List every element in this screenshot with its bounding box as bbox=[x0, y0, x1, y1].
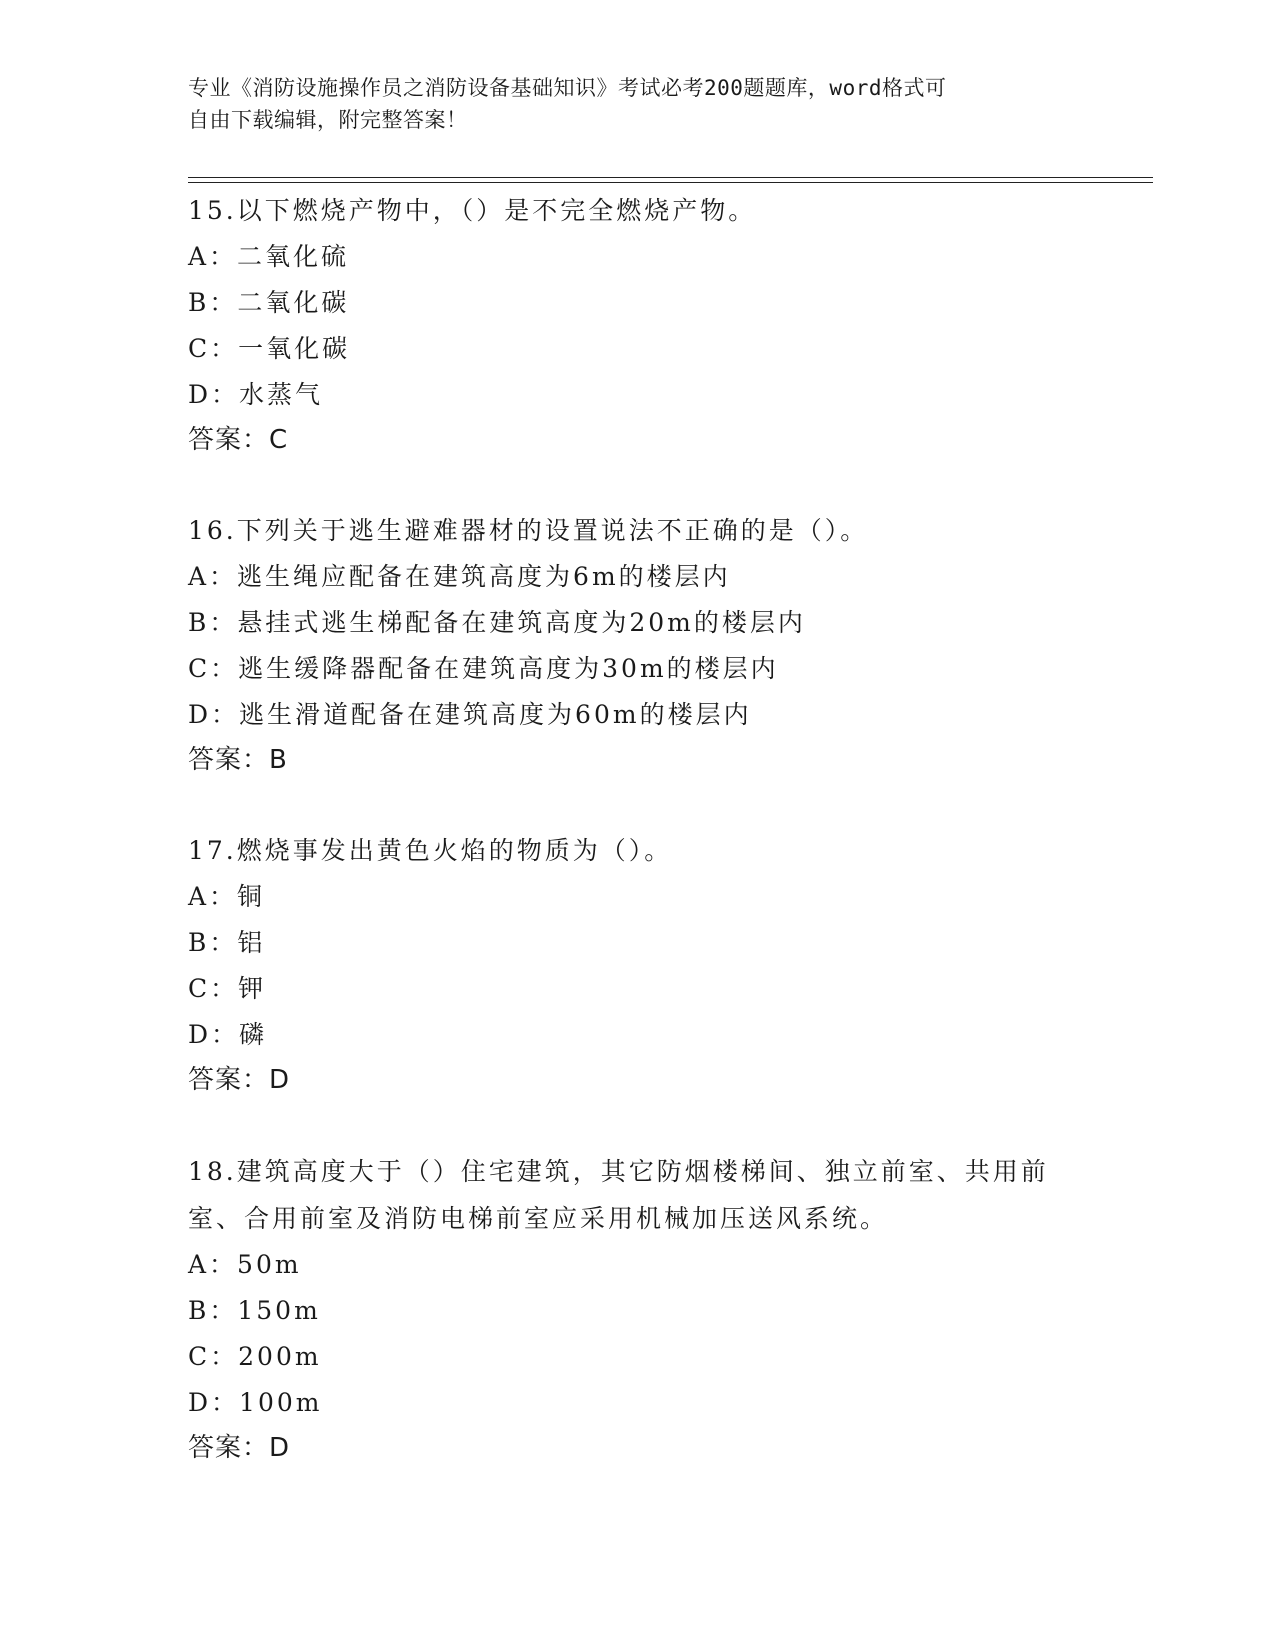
option-b: B：悬挂式逃生梯配备在建筑高度为20m的楼层内 bbox=[188, 608, 806, 637]
option-c: C：钾 bbox=[188, 974, 267, 1003]
answer: 答案：C bbox=[188, 425, 289, 455]
option-b: B：铝 bbox=[188, 928, 266, 957]
option-a: A：二氧化硫 bbox=[188, 242, 350, 271]
question-17 bbox=[188, 828, 1088, 1102]
option-a: A：逃生绳应配备在建筑高度为6m的楼层内 bbox=[188, 562, 731, 591]
question-list bbox=[188, 188, 1088, 1516]
document-header bbox=[188, 72, 1088, 136]
option-a: A：铜 bbox=[188, 882, 266, 911]
option-d: D：100m bbox=[188, 1388, 323, 1417]
header-divider-bottom bbox=[188, 182, 1153, 183]
option-b: B：二氧化碳 bbox=[188, 288, 350, 317]
option-d: D：磷 bbox=[188, 1020, 268, 1049]
answer: 答案：D bbox=[188, 1065, 291, 1095]
option-c: C：200m bbox=[188, 1342, 322, 1371]
header-line-2: 自由下载编辑，附完整答案！ bbox=[188, 108, 468, 132]
question-stem: 15.以下燃烧产物中，（）是不完全燃烧产物。 bbox=[188, 196, 757, 225]
option-c: C：一氧化碳 bbox=[188, 334, 351, 363]
answer: 答案：B bbox=[188, 745, 288, 775]
option-b: B：150m bbox=[188, 1296, 321, 1325]
answer: 答案：D bbox=[188, 1433, 291, 1463]
question-15 bbox=[188, 188, 1088, 462]
question-18 bbox=[188, 1148, 1088, 1470]
question-stem: 16.下列关于逃生避难器材的设置说法不正确的是（）。 bbox=[188, 516, 869, 545]
option-d: D：逃生滑道配备在建筑高度为60m的楼层内 bbox=[188, 700, 752, 729]
option-d: D：水蒸气 bbox=[188, 380, 324, 409]
question-16 bbox=[188, 508, 1088, 782]
header-divider-top bbox=[188, 177, 1153, 178]
question-stem: 17.燃烧事发出黄色火焰的物质为（）。 bbox=[188, 836, 673, 865]
question-stem: 18.建筑高度大于（）住宅建筑，其它防烟楼梯间、独立前室、共用前室、合用前室及消防电梯前室应采用机械加压送风系统。 bbox=[188, 1157, 1049, 1233]
header-line-1: 专业《消防设施操作员之消防设备基础知识》考试必考200题题库，word格式可 bbox=[188, 76, 947, 100]
option-c: C：逃生缓降器配备在建筑高度为30m的楼层内 bbox=[188, 654, 779, 683]
option-a: A：50m bbox=[188, 1250, 302, 1279]
